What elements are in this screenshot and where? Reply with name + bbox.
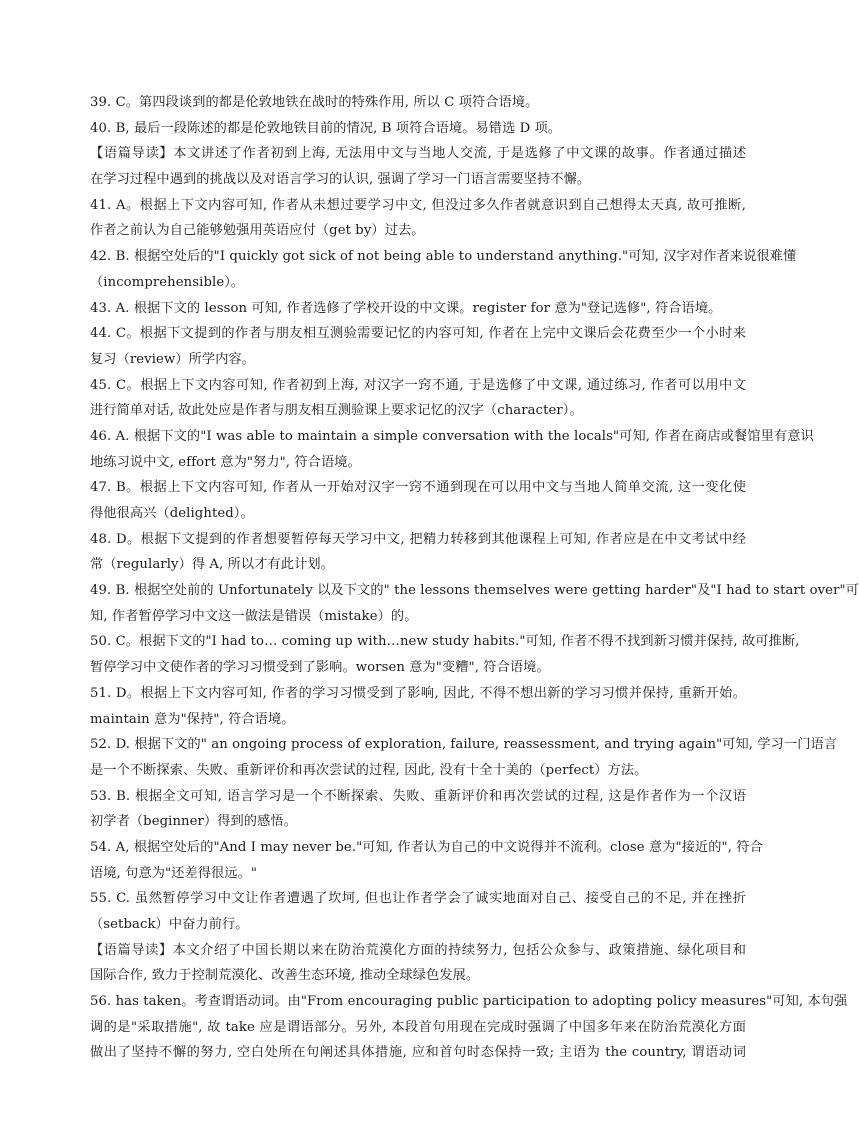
- text-line: 47. B。根据上下文内容可知, 作者从一开始对汉字一窍不通到现在可以用中文与当地人简单交流, 这一变化使: [90, 480, 746, 496]
- text-line: 40. B, 最后一段陈述的都是伦敦地铁目前的情况, B 项符合语境。易错选 D 项。: [90, 120, 562, 136]
- text-line: （setback）中奋力前行。: [90, 917, 249, 932]
- text-line: 复习（review）所学内容。: [90, 351, 256, 367]
- text-line: （incomprehensible）。: [90, 274, 245, 290]
- text-line: 56. has taken。考查谓语动词。由"From encouraging public participation to adopting policy measures"可知, 本句强: [90, 994, 848, 1010]
- text-line: 41. A。根据上下文内容可知, 作者从未想过要学习中文, 但没过多久作者就意识到自己想得太天真, 故可推断,: [90, 197, 746, 213]
- text-line: 46. A. 根据下文的"I was able to maintain a simple conversation with the locals"可知, 作者在商店或餐馆里有意识: [90, 428, 814, 444]
- text-line: 39. C。第四段谈到的都是伦敦地铁在战时的特殊作用, 所以 C 项符合语境。: [90, 95, 539, 110]
- text-line: 54. A, 根据空处后的"And I may never be."可知, 作者认为自己的中文说得并不流利。close 意为"接近的", 符合: [90, 839, 763, 855]
- text-line: 43. A. 根据下文的 lesson 可知, 作者选修了学校开设的中文课。register for 意为"登记选修", 符合语境。: [90, 300, 722, 316]
- text-line: 调的是"采取措施", 故 take 应是谓语部分。另外, 本段首句用现在完成时强调了中国多年来在防治荒漠化方面: [90, 1019, 746, 1035]
- text-line: 地练习说中文, effort 意为"努力", 符合语境。: [90, 454, 361, 470]
- text-line: 53. B. 根据全文可知, 语言学习是一个不断探索、失败、重新评价和再次尝试的过程, 这是作者作为一个汉语: [90, 788, 746, 804]
- text-line: 51. D。根据上下文内容可知, 作者的学习习惯受到了影响, 因此, 不得不想出新的学习习惯并保持, 重新开始。: [90, 685, 746, 701]
- text-line: 知, 作者暂停学习中文这一做法是错误（mistake）的。: [90, 608, 418, 624]
- text-line: 52. D. 根据下文的" an ongoing process of exploration, failure, reassessment, and trying again"可知, 学习一门语言: [90, 737, 838, 753]
- text-line: 语境, 句意为"还差得很远。": [90, 865, 258, 881]
- text-line: 【语篇导读】本文介绍了中国长期以来在防治荒漠化方面的持续努力, 包括公众参与、政策措施、绿化项目和: [90, 942, 746, 958]
- text-line: 国际合作, 致力于控制荒漠化、改善生态环境, 推动全球绿色发展。: [90, 968, 480, 984]
- text-line: 进行简单对话, 故此处应是作者与朋友相互测验课上要求记忆的汉字（character）。: [90, 403, 583, 419]
- text-line: 48. D。根据下文提到的作者想要暂停每天学习中文, 把精力转移到其他课程上可知, 作者应是在中文考试中经: [90, 531, 746, 547]
- text-line: 42. B. 根据空处后的"I quickly got sick of not being able to understand anything."可知, 汉字对作者来说很难懂: [90, 249, 797, 265]
- text-line: 49. B. 根据空处前的 Unfortunately 以及下文的" the lessons themselves were getting harder"及"I had to start over"可: [90, 583, 859, 599]
- text-line: maintain 意为"保持", 符合语境。: [90, 711, 295, 727]
- text-line: 作者之前认为自己能够勉强用英语应付（get by）过去。: [90, 223, 425, 239]
- text-line: 45. C。根据上下文内容可知, 作者初到上海, 对汉字一窍不通, 于是选修了中文课, 通过练习, 作者可以用中文: [90, 377, 746, 393]
- text-line: 在学习过程中遇到的挑战以及对语言学习的认识, 强调了学习一门语言需要坚持不懈。: [90, 172, 591, 188]
- text-line: 50. C。根据下文的"I had to… coming up with…new study habits."可知, 作者不得不找到新习惯并保持, 故可推断,: [90, 634, 800, 650]
- answer-explanations: [90, 90, 859, 1066]
- text-line: 做出了坚持不懈的努力, 空白处所在句阐述具体措施, 应和首句时态保持一致; 主语为 the country, 谓语动词: [90, 1045, 746, 1061]
- text-line: 初学者（beginner）得到的感悟。: [90, 814, 297, 830]
- text-line: 常（regularly）得 A, 所以才有此计划。: [90, 557, 334, 573]
- text-line: 【语篇导读】本文讲述了作者初到上海, 无法用中文与当地人交流, 于是选修了中文课的故事。作者通过描述: [90, 146, 746, 162]
- text-line: 得他很高兴（delighted）。: [90, 506, 254, 521]
- text-line: 暂停学习中文使作者的学习习惯受到了影响。worsen 意为"变糟", 符合语境。: [90, 660, 550, 676]
- text-line: 是一个不断探索、失败、重新评价和再次尝试的过程, 因此, 没有十全十美的（perfect）方法。: [90, 762, 648, 778]
- text-line: 55. C. 虽然暂停学习中文让作者遭遇了坎坷, 但也让作者学会了诚实地面对自己、接受自己的不足, 并在挫折: [90, 891, 746, 907]
- text-line: 44. C。根据下文提到的作者与朋友相互测验需要记忆的内容可知, 作者在上完中文课后会花费至少一个小时来: [90, 326, 746, 342]
